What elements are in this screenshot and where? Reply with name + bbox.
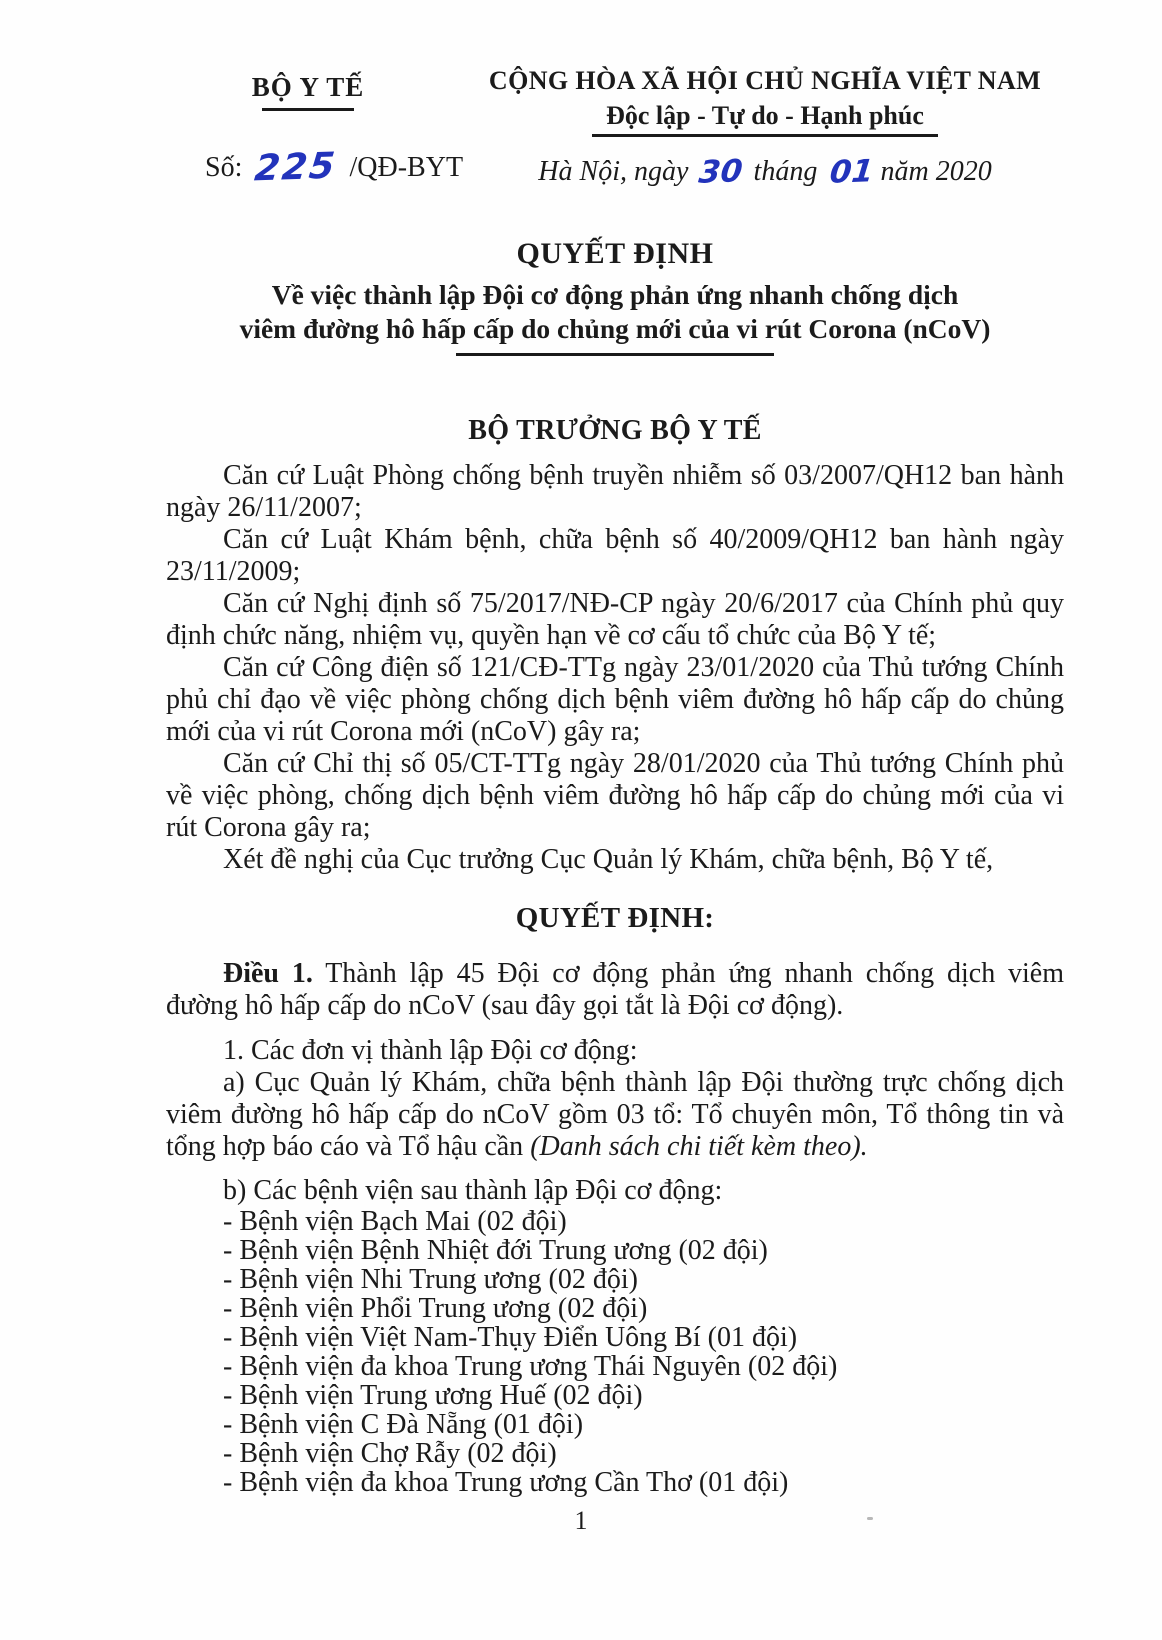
document-subject-line2: viêm đường hô hấp cấp do chủng mới của vi rút Corona (nCoV) — [239, 313, 991, 344]
article-1-label: Điều 1. — [223, 958, 313, 989]
point-a-text: a) Cục Quản lý Khám, chữa bệnh thành lập Đội thường trực chống dịch viêm đường hô hấp cấp do nCoV gồm 03 tổ: Tổ chuyên môn, Tổ thông tin và tổng hợp báo cáo và Tổ hậu cần — [166, 1067, 1064, 1162]
issuing-org-block — [148, 72, 468, 111]
org-underline-divider — [262, 108, 354, 111]
recital-paragraph: Căn cứ Luật Khám bệnh, chữa bệnh số 40/2009/QH12 ban hành ngày 23/11/2009; — [166, 524, 1064, 587]
republic-line: CỘNG HÒA XÃ HỘI CHỦ NGHĨA VIỆT NAM — [488, 66, 1042, 95]
point-a-italic-note: (Danh sách chi tiết kèm theo). — [530, 1131, 868, 1162]
point-a-paragraph — [166, 1067, 1064, 1163]
hospital-list-item: - Bệnh viện Trung ương Huế (02 đội) — [223, 1380, 643, 1411]
issuer-heading: BỘ TRƯỞNG BỘ Y TẾ — [468, 415, 762, 446]
place-date-line — [445, 153, 1085, 191]
hospital-list-item: - Bệnh viện C Đà Nẵng (01 đội) — [223, 1409, 584, 1440]
issuing-org-name: BỘ Y TẾ — [251, 72, 365, 102]
place-date-middle: tháng — [753, 156, 818, 187]
hospital-list-item: - Bệnh viện Bệnh Nhiệt đới Trung ương (02 đội) — [223, 1235, 768, 1266]
recital-paragraph: Xét đề nghị của Cục trưởng Cục Quản lý Khám, chữa bệnh, Bộ Y tế, — [223, 844, 994, 875]
decision-heading: QUYẾT ĐỊNH: — [515, 902, 715, 934]
title-separator-divider — [456, 353, 774, 356]
scan-speck — [867, 1517, 873, 1520]
recitals-section — [166, 460, 1064, 876]
place-date-prefix: Hà Nội, ngày — [538, 156, 689, 187]
day-handwritten: 30 — [697, 153, 745, 191]
recital-paragraph: Căn cứ Luật Phòng chống bệnh truyền nhiễm số 03/2007/QH12 ban hành ngày 26/11/2007; — [166, 460, 1064, 523]
clause-1-line: 1. Các đơn vị thành lập Đội cơ động: — [223, 1035, 638, 1066]
hospital-list-item: - Bệnh viện đa khoa Trung ương Cần Thơ (01 đội) — [223, 1467, 789, 1498]
national-header-block — [445, 66, 1085, 137]
document-subject-line1: Về việc thành lập Đội cơ động phản ứng nhanh chống dịch — [271, 279, 959, 310]
article-1-paragraph — [166, 958, 1064, 1022]
recital-paragraph: Căn cứ Công điện số 121/CĐ-TTg ngày 23/01/2020 của Thủ tướng Chính phủ chỉ đạo về việc phòng chống dịch bệnh viêm đường hô hấp cấp do chủng mới của vi rút Corona mới (nCoV) gây ra; — [166, 652, 1064, 747]
document-subject — [166, 278, 1064, 346]
hospital-list-item: - Bệnh viện Chợ Rẫy (02 đội) — [223, 1438, 557, 1469]
hospital-list-item: - Bệnh viện Nhi Trung ương (02 đội) — [223, 1264, 638, 1295]
hospital-list — [166, 1207, 1064, 1497]
hospital-list-item: - Bệnh viện Bạch Mai (02 đội) — [223, 1206, 567, 1237]
motto-line: Độc lập - Tự do - Hạnh phúc — [592, 101, 938, 137]
doc-number-suffix: /QĐ-BYT — [349, 152, 464, 183]
month-handwritten: 01 — [828, 153, 876, 191]
document-kind-title: QUYẾT ĐỊNH — [516, 237, 714, 270]
recital-paragraph: Căn cứ Nghị định số 75/2017/NĐ-CP ngày 20/6/2017 của Chính phủ quy định chức năng, nhiệm vụ, quyền hạn về cơ cấu tổ chức của Bộ Y tế; — [166, 588, 1064, 651]
hospital-list-item: - Bệnh viện đa khoa Trung ương Thái Nguyên (02 đội) — [223, 1351, 838, 1382]
hospital-list-item: - Bệnh viện Việt Nam-Thụy Điển Uông Bí (01 đội) — [223, 1322, 798, 1353]
document-body — [166, 236, 1064, 1497]
article-1-text: Thành lập 45 Đội cơ động phản ứng nhanh chống dịch viêm đường hô hấp cấp do nCoV (sau đây gọi tắt là Đội cơ động). — [166, 958, 1065, 1021]
doc-number-line — [205, 145, 464, 190]
point-b-line: b) Các bệnh viện sau thành lập Đội cơ động: — [223, 1175, 723, 1206]
hospital-list-item: - Bệnh viện Phổi Trung ương (02 đội) — [223, 1293, 648, 1324]
recital-paragraph: Căn cứ Chỉ thị số 05/CT-TTg ngày 28/01/2020 của Thủ tướng Chính phủ về việc phòng, chống dịch bệnh viêm đường hô hấp cấp do chủng mới của vi rút Corona gây ra; — [166, 748, 1064, 843]
doc-number-handwritten: 225 — [253, 145, 339, 190]
doc-number-label: Số: — [205, 152, 243, 183]
place-date-suffix: năm 2020 — [880, 156, 992, 187]
page-number: 1 — [574, 1506, 588, 1535]
